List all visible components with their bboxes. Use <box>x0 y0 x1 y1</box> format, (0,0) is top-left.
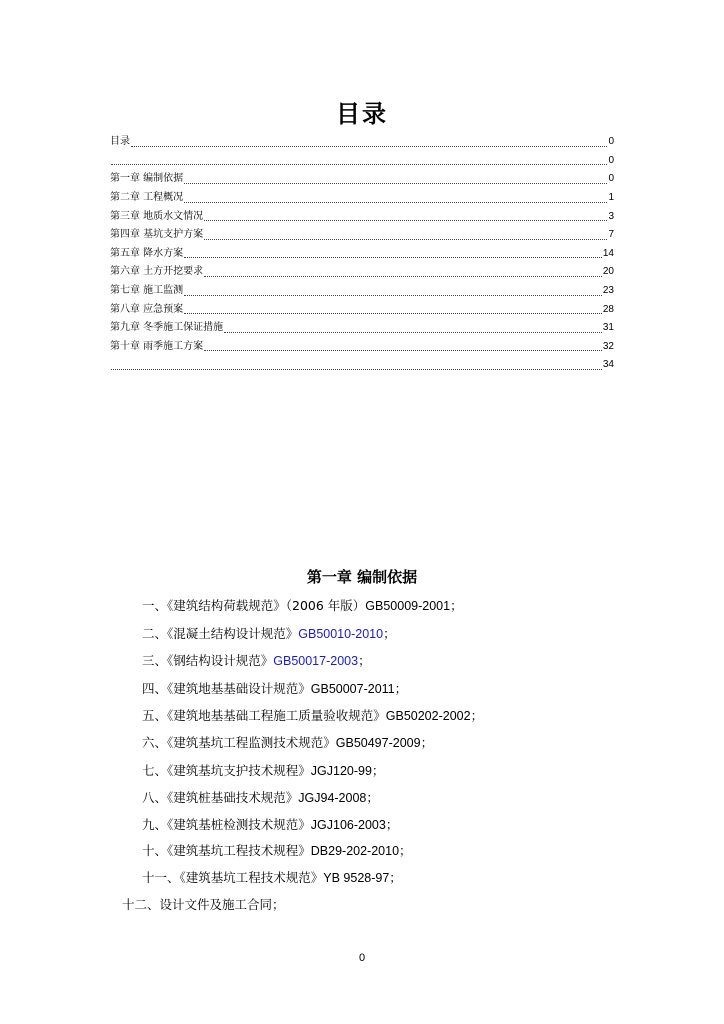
reference-item <box>142 815 398 835</box>
reference-item <box>142 624 396 644</box>
toc-entry-label: 第十章 雨季施工方案 <box>110 340 204 352</box>
toc-entry-page: 28 <box>602 303 614 315</box>
toc-entry-page: 0 <box>608 136 614 148</box>
toc-entry[interactable] <box>110 319 614 338</box>
toc-entry[interactable] <box>110 152 614 171</box>
reference-code: GB50007-2011 <box>310 682 395 696</box>
table-of-contents <box>110 133 614 375</box>
reference-item <box>142 788 379 808</box>
reference-punct: ； <box>383 626 396 641</box>
toc-entry-label: 第四章 基坑支护方案 <box>110 229 204 241</box>
reference-title: 十一、《建筑基坑工程技术规范》 <box>142 870 324 885</box>
reference-code-link[interactable]: GB50010-2010 <box>298 627 384 641</box>
toc-entry[interactable] <box>110 226 614 245</box>
reference-title: 五、《建筑地基基础工程施工质量验收规范》 <box>142 708 386 723</box>
toc-entry-page: 1 <box>608 192 614 204</box>
reference-title: 四、《建筑地基基础设计规范》 <box>142 681 311 696</box>
toc-entry-page: 3 <box>608 210 614 222</box>
reference-punct: ； <box>399 843 412 858</box>
toc-leader-dots <box>224 324 602 333</box>
toc-entry-page: 20 <box>602 266 614 278</box>
toc-entry[interactable] <box>110 207 614 226</box>
reference-item <box>142 761 384 781</box>
reference-title: 三、《钢结构设计规范》 <box>142 653 274 668</box>
reference-code-link[interactable]: GB50017-2003 <box>273 654 359 668</box>
toc-entry[interactable] <box>110 263 614 282</box>
reference-title: 二、《混凝土结构设计规范》 <box>142 626 299 641</box>
toc-entry[interactable] <box>110 282 614 301</box>
reference-title: 一、《建筑结构荷载规范》（2006 年版） <box>142 598 366 613</box>
reference-punct: ； <box>470 708 484 723</box>
toc-leader-dots <box>184 175 607 184</box>
toc-entry-page: 31 <box>602 322 614 334</box>
reference-code: DB29-202-2010 <box>310 844 400 858</box>
toc-entry-label: 第一章 编制依据 <box>110 173 184 185</box>
reference-code: GB50202-2002 <box>385 709 471 723</box>
reference-item <box>122 895 285 915</box>
reference-item <box>142 651 371 671</box>
reference-title: 九、《建筑基桩检测技术规范》 <box>142 817 311 832</box>
toc-title: 目录 <box>336 100 388 128</box>
reference-punct: ； <box>420 735 434 750</box>
reference-item <box>142 596 463 616</box>
toc-leader-dots <box>204 231 607 240</box>
reference-code: JGJ120-99 <box>310 764 372 778</box>
toc-entry-label: 第九章 冬季施工保证措施 <box>110 322 224 334</box>
toc-entry-page: 7 <box>608 229 614 241</box>
toc-entry[interactable] <box>110 300 614 319</box>
toc-entry-page: 34 <box>602 359 614 371</box>
toc-entry-page: 14 <box>602 247 614 259</box>
reference-code: GB50009-2001 <box>365 599 451 613</box>
toc-entry-page: 23 <box>602 285 614 297</box>
reference-title: 七、《建筑基坑支护技术规程》 <box>142 763 311 778</box>
reference-punct: ； <box>389 870 402 885</box>
toc-entry[interactable] <box>110 189 614 208</box>
toc-entry-label: 目录 <box>110 136 130 148</box>
reference-title: 十二、设计文件及施工合同； <box>122 897 285 912</box>
reference-code: JGJ94-2008 <box>298 791 367 805</box>
chapter-heading: 第一章 编制依据 <box>306 568 418 586</box>
toc-leader-dots <box>184 249 602 258</box>
toc-entry-label: 第七章 施工监测 <box>110 285 184 297</box>
toc-entry-page: 32 <box>602 340 614 352</box>
toc-entry[interactable] <box>110 170 614 189</box>
toc-entry[interactable] <box>110 338 614 357</box>
toc-leader-dots <box>204 212 607 221</box>
toc-entry[interactable] <box>110 245 614 264</box>
toc-entry-label: 第六章 土方开挖要求 <box>110 266 204 278</box>
toc-entry-label: 第八章 应急预案 <box>110 303 184 315</box>
toc-entry-label: 第三章 地质水文情况 <box>110 210 204 222</box>
reference-punct: ； <box>385 817 399 832</box>
reference-punct: ； <box>358 653 371 668</box>
reference-title: 八、《建筑桩基础技术规范》 <box>142 790 299 805</box>
reference-punct: ； <box>394 681 408 696</box>
reference-item <box>142 841 412 861</box>
toc-leader-dots <box>111 361 602 370</box>
reference-punct: ； <box>366 790 379 805</box>
toc-entry-page: 0 <box>608 154 614 166</box>
reference-item <box>142 679 407 699</box>
toc-leader-dots <box>204 268 602 277</box>
page-number: 0 <box>358 952 366 964</box>
reference-title: 十、《建筑基坑工程技术规程》 <box>142 843 311 858</box>
reference-code: GB50497-2009 <box>335 736 421 750</box>
toc-entry-page: 0 <box>608 173 614 185</box>
toc-entry-label: 第二章 工程概况 <box>110 192 184 204</box>
toc-entry[interactable] <box>110 133 614 152</box>
toc-leader-dots <box>204 342 602 351</box>
reference-punct: ； <box>371 763 385 778</box>
toc-entry[interactable] <box>110 356 614 375</box>
toc-leader-dots <box>184 287 602 296</box>
reference-item <box>142 706 483 726</box>
toc-leader-dots <box>184 194 607 203</box>
toc-leader-dots <box>184 305 602 314</box>
toc-leader-dots <box>111 156 607 165</box>
toc-entry-label: 第五章 降水方案 <box>110 247 184 259</box>
reference-item <box>142 733 433 753</box>
toc-leader-dots <box>131 138 607 147</box>
reference-item <box>142 868 402 888</box>
reference-code: JGJ106-2003 <box>310 818 386 832</box>
reference-title: 六、《建筑基坑工程监测技术规范》 <box>142 735 336 750</box>
reference-punct: ； <box>450 598 463 613</box>
reference-code: YB 9528-97 <box>323 871 390 885</box>
